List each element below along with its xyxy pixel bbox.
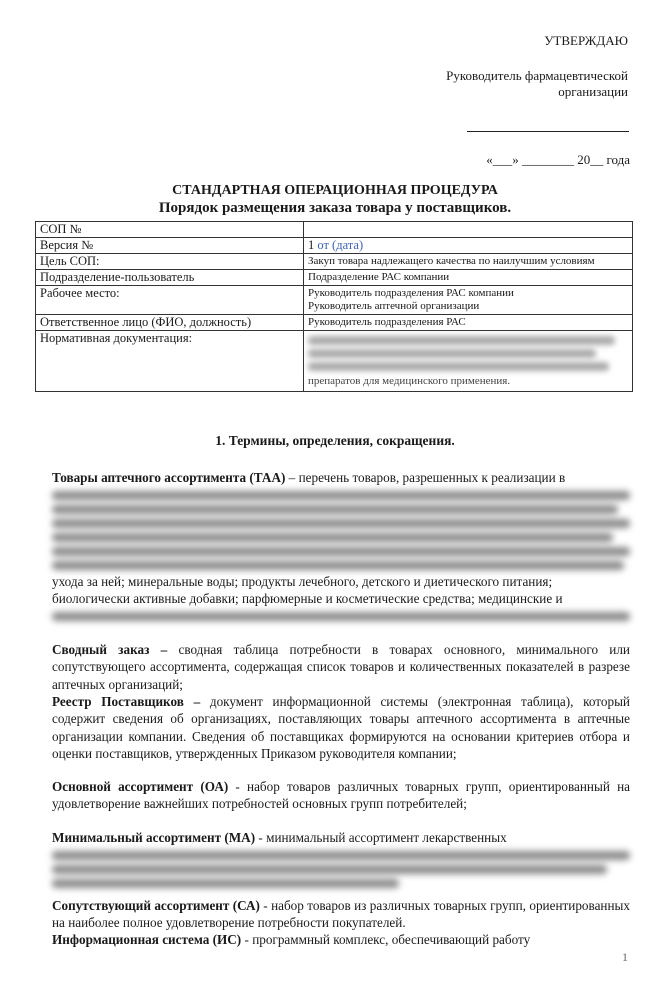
table-cell-label: Цель СОП:	[36, 254, 304, 270]
redacted-block	[52, 607, 630, 626]
definition-term: Реестр Поставщиков –	[52, 694, 201, 709]
definition-term: Сопутствующий ассортимент (СА)	[52, 898, 260, 913]
table-cell-value: Руководитель подразделения РАС	[304, 315, 633, 331]
definition-text-line: биологически активные добавки; парфюмерные и косметические средства; медицинские и	[52, 591, 563, 607]
definition-text: - минимальный ассортимент лекарственных	[255, 830, 507, 845]
normative-docs-visible-text: препаратов для медицинского применения.	[308, 375, 511, 387]
document-subject-title: Порядок размещения заказа товара у поставщиков.	[158, 200, 512, 216]
approve-label: УТВЕРЖДАЮ	[544, 33, 628, 48]
table-cell-label: Рабочее место:	[36, 286, 304, 315]
approver-position	[446, 68, 628, 100]
redacted-block	[52, 486, 630, 575]
table-cell-value	[304, 222, 633, 238]
table-cell-label: Нормативная документация:	[36, 331, 304, 392]
table-cell-value	[304, 331, 633, 392]
approval-date-line: «___» ________ 20__ года	[486, 152, 630, 167]
signature-line	[467, 131, 629, 132]
workplace-line2: Руководитель аптечной организации	[308, 300, 480, 312]
version-number: 1	[308, 238, 318, 252]
sop-meta-table	[35, 221, 633, 392]
table-row	[36, 238, 633, 254]
definition-text-line: ухода за ней; минеральные воды; продукты лечебного, детского и диетического питания;	[52, 574, 553, 589]
definition-paragraph	[52, 778, 630, 813]
table-row	[36, 254, 633, 270]
approver-position-line2: организации	[558, 84, 628, 99]
table-cell-label: Ответственное лицо (ФИО, должность)	[36, 315, 304, 331]
definition-text: - программный комплекс, обеспечивающий работу	[241, 932, 531, 947]
table-cell-value	[304, 238, 633, 254]
redacted-text	[308, 362, 609, 371]
definition-text: документ информационной системы (электронная таблица), который содержит сведения об организациях, поставляющих товары аптечного ассортимента в аптечные организации компании. Сведения об поставщиках формируются на основании критериев отбора и оценки поставщиков, утвержденных Приказом руководителя компании;	[52, 694, 630, 761]
table-row	[36, 331, 633, 392]
table-row	[36, 270, 633, 286]
definition-text: – перечень товаров, разрешенных к реализации в	[285, 470, 566, 485]
definition-text: - набор товаров из различных товарных групп, ориентированных на наиболее полное удовлетворение потребности покупателей.	[52, 898, 630, 931]
page-number: 1	[622, 950, 628, 964]
redacted-text	[308, 336, 615, 345]
definition-paragraph	[52, 641, 630, 693]
redacted-block	[52, 846, 630, 893]
definition-paragraph	[52, 469, 630, 486]
definition-term: Основной ассортимент (ОА)	[52, 779, 229, 794]
table-cell-label: Версия №	[36, 238, 304, 254]
table-cell-value	[304, 286, 633, 315]
definition-paragraph	[52, 829, 630, 846]
workplace-line1: Руководитель подразделения РАС компании	[308, 287, 514, 299]
table-cell-label: Подразделение-пользователь	[36, 270, 304, 286]
definition-term: Информационная система (ИС)	[52, 932, 242, 947]
table-cell-label: СОП №	[36, 222, 304, 238]
definition-paragraph	[52, 897, 630, 932]
definition-paragraph-continued	[52, 573, 630, 608]
definition-text: - набор товаров различных товарных групп, ориентированный на удовлетворение важнейших потребностей основных групп потребителей;	[52, 779, 630, 812]
document-type-title: СТАНДАРТНАЯ ОПЕРАЦИОННАЯ ПРОЦЕДУРА	[172, 183, 498, 198]
table-row	[36, 222, 633, 238]
definition-text: сводная таблица потребности в товарах основного, минимального или сопутствующего ассортимента, содержащая список товаров и количественных показателей в разрезе аптечных организаций;	[52, 642, 630, 692]
table-row	[36, 315, 633, 331]
table-row	[36, 286, 633, 315]
definition-paragraph	[52, 693, 630, 762]
approver-position-line1: Руководитель фармацевтической	[446, 68, 628, 83]
version-date: от (дата)	[317, 238, 364, 252]
table-cell-value: Закуп товара надлежащего качества по наилучшим условиям	[304, 254, 633, 270]
redacted-text	[308, 349, 596, 358]
definition-paragraph	[52, 931, 630, 948]
definition-term: Товары аптечного ассортимента (ТАА)	[52, 470, 286, 485]
section-heading: 1. Термины, определения, сокращения.	[215, 433, 455, 448]
definition-term: Сводный заказ –	[52, 642, 168, 657]
table-cell-value: Подразделение РАС компании	[304, 270, 633, 286]
definition-term: Минимальный ассортимент (МА)	[52, 830, 256, 845]
